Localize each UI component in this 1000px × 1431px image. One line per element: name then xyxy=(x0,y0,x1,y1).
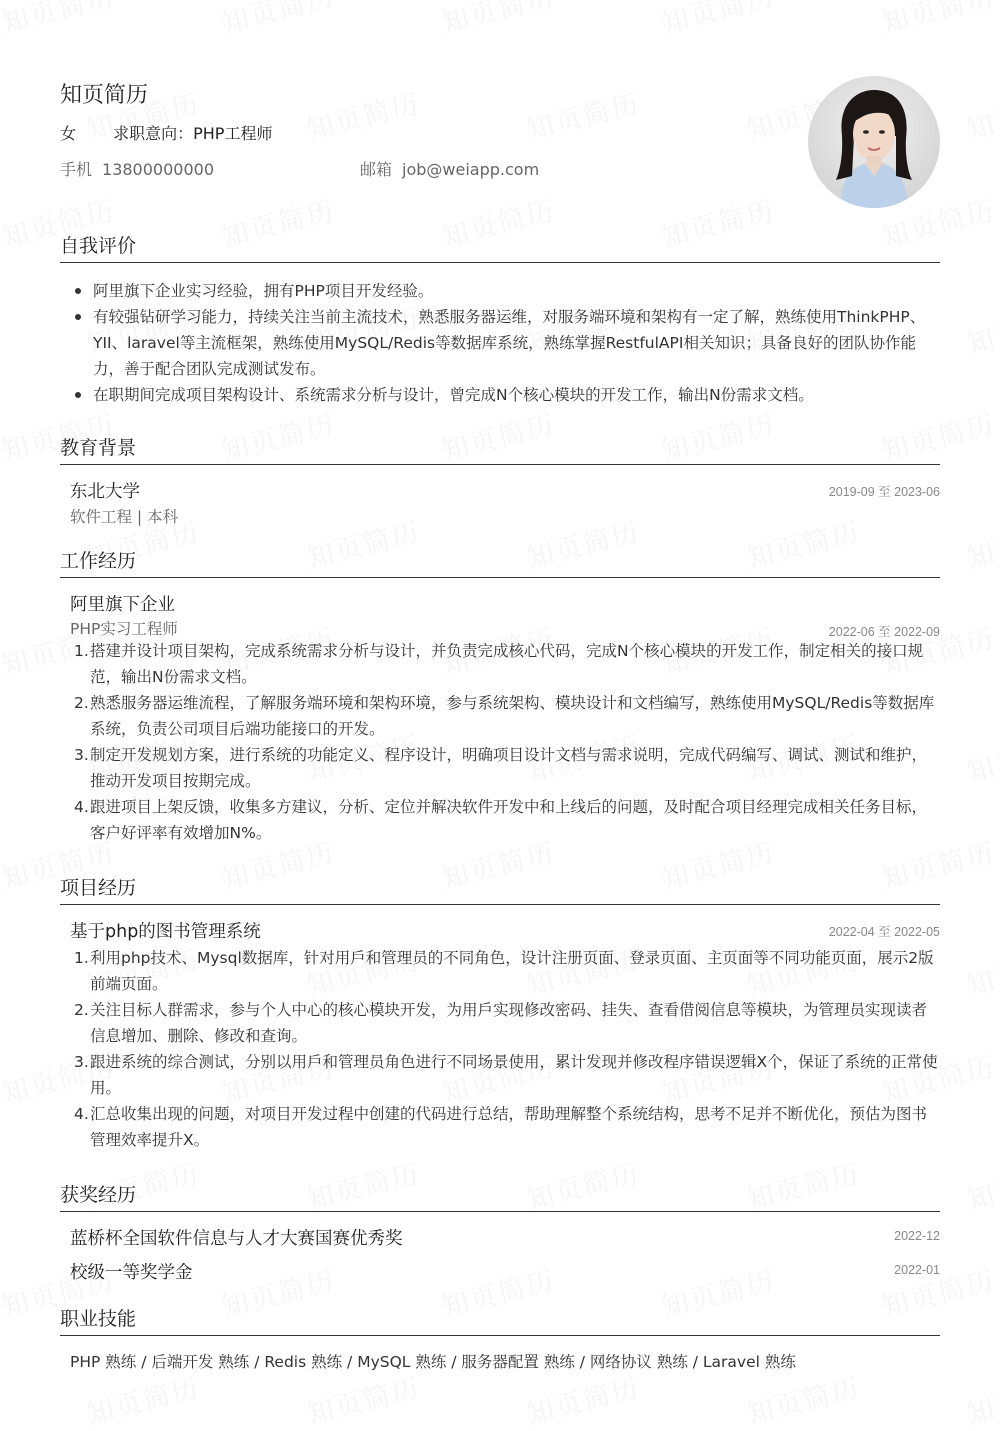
section-title: 获奖经历 xyxy=(60,1183,940,1212)
skills-section xyxy=(60,1307,940,1336)
awards-section xyxy=(60,1183,940,1212)
skills-text: PHP 熟练 / 后端开发 熟练 / Redis 熟练 / MySQL 熟练 / 服务器配置 熟练 / 网络协议 熟练 / Laravel 熟练 xyxy=(70,1353,796,1371)
list-item: 阿里旗下企业实习经验，拥有PHP项目开发经验。 xyxy=(60,278,940,304)
list-item-text: 搭建并设计项目架构，完成系统需求分析与设计，并负责完成核心代码，完成N个核心模块的开发工作，制定相关的接口规范，输出N份需求文档。 xyxy=(90,642,924,686)
work-section xyxy=(60,549,940,578)
section-title: 工作经历 xyxy=(60,549,940,578)
list-item-text: 关注目标人群需求，参与个人中心的核心模块开发，为用戶实现修改密码、挂失、查看借阅信息等模块，为管理员实现读者信息增加、删除、修改和查询。 xyxy=(90,1001,928,1045)
award-date: 2022-01 xyxy=(894,1263,940,1277)
resume-name: 知页简历 xyxy=(60,83,149,108)
list-item-text: 制定开发规划方案，进行系统的功能定义、程序设计，明确项目设计文档与需求说明，完成代码编写、调试、测试和维护，推动开发项目按期完成。 xyxy=(90,746,928,790)
phone-row xyxy=(60,157,214,180)
email-label: 邮箱 xyxy=(360,160,393,179)
work-duty-list xyxy=(60,638,940,846)
company-name: 阿里旗下企业 xyxy=(70,595,175,615)
self-eval-section xyxy=(60,234,940,263)
list-item: 有较强钻研学习能力，持续关注当前主流技术，熟悉服务器运维，对服务端环境和架构有一定了解，熟练使用ThinkPHP、YII、laravel等主流框架，熟练使用MySQL/Redis等数据库系统，熟练掌握RestfulAPI相关知识；具备良好的团队协作能力，善于配合团队完成测试发布。 xyxy=(60,304,940,382)
avatar-photo xyxy=(808,76,940,208)
section-title: 职业技能 xyxy=(60,1307,940,1336)
award-date: 2022-12 xyxy=(894,1229,940,1243)
email-value: job@weiapp.com xyxy=(402,160,540,179)
section-title: 教育背景 xyxy=(60,436,940,465)
education-section xyxy=(60,436,940,465)
work-date: 2022-06 至 2022-09 xyxy=(828,625,940,639)
list-item: 4. 跟进项目上架反馈，收集多方建议，分析、定位并解决软件开发中和上线后的问题，及时配合项目经理完成相关任务目标，客户好评率有效增加N%。 xyxy=(74,798,928,842)
job-intent: 求职意向：PHP工程师 xyxy=(113,124,273,143)
list-item: 3. 跟进系统的综合测试，分别以用戶和管理员角色进行不同场景使用，累计发现并修改程序错误逻辑X个，保证了系统的正常使用。 xyxy=(74,1053,938,1097)
list-item: 3. 制定开发规划方案，进行系统的功能定义、程序设计，明确项目设计文档与需求说明，完成代码编写、调试、测试和维护，推动开发项目按期完成。 xyxy=(74,746,928,790)
award-name: 蓝桥杯全国软件信息与人才大赛国赛优秀奖 xyxy=(70,1229,403,1249)
list-item-text: 汇总收集出现的问题，对项目开发过程中创建的代码进行总结，帮助理解整个系统结构，思考不足并不断优化，预估为图书管理效率提升X。 xyxy=(90,1105,928,1149)
email-row xyxy=(360,157,539,180)
list-item-text: 熟悉服务器运维流程，了解服务端环境和架构环境，参与系统架构、模块设计和文档编写，熟练使用MySQL/Redis等数据库系统，负责公司项目后端功能接口的开发。 xyxy=(90,694,935,738)
phone-label: 手机 xyxy=(60,160,93,179)
award-name: 校级一等奖学金 xyxy=(70,1263,193,1283)
project-date: 2022-04 至 2022-05 xyxy=(828,925,940,939)
avatar xyxy=(808,76,940,208)
list-item-text: 跟进系统的综合测试，分别以用戶和管理员角色进行不同场景使用，累计发现并修改程序错误逻辑X个，保证了系统的正常使用。 xyxy=(90,1053,938,1097)
list-item: 1. 利用php技术、Mysql数据库，针对用戶和管理员的不同角色，设计注册页面、登录页面、主页面等不同功能页面，展示2版前端页面。 xyxy=(74,949,934,993)
list-item: 1. 搭建并设计项目架构，完成系统需求分析与设计，并负责完成核心代码，完成N个核心模块的开发工作，制定相关的接口规范，输出N份需求文档。 xyxy=(74,642,924,686)
list-item: 2. 熟悉服务器运维流程，了解服务端环境和架构环境，参与系统架构、模块设计和文档编写，熟练使用MySQL/Redis等数据库系统，负责公司项目后端功能接口的开发。 xyxy=(74,694,935,738)
school-name: 东北大学 xyxy=(70,482,140,502)
work-position: PHP实习工程师 xyxy=(70,620,178,638)
education-date: 2019-09 至 2023-06 xyxy=(828,485,940,499)
basic-info xyxy=(60,121,272,144)
list-item-text: 利用php技术、Mysql数据库，针对用戶和管理员的不同角色，设计注册页面、登录页面、主页面等不同功能页面，展示2版前端页面。 xyxy=(90,949,934,993)
section-title: 自我评价 xyxy=(60,234,940,263)
major-degree: 软件工程 | 本科 xyxy=(70,508,179,526)
project-duty-list xyxy=(60,945,940,1153)
section-title: 项目经历 xyxy=(60,876,940,905)
list-item-text: 跟进项目上架反馈，收集多方建议，分析、定位并解决软件开发中和上线后的问题，及时配合项目经理完成相关任务目标，客户好评率有效增加N%。 xyxy=(90,798,928,842)
project-name: 基于php的图书管理系统 xyxy=(70,922,261,942)
gender: 女 xyxy=(60,124,77,143)
self-eval-list xyxy=(60,278,940,408)
phone-value: 13800000000 xyxy=(102,160,214,179)
list-item: 4. 汇总收集出现的问题，对项目开发过程中创建的代码进行总结，帮助理解整个系统结构，思考不足并不断优化，预估为图书管理效率提升X。 xyxy=(74,1105,928,1149)
list-item: 2. 关注目标人群需求，参与个人中心的核心模块开发，为用戶实现修改密码、挂失、查看借阅信息等模块，为管理员实现读者信息增加、删除、修改和查询。 xyxy=(74,1001,928,1045)
list-item: 在职期间完成项目架构设计、系统需求分析与设计，曾完成N个核心模块的开发工作，输出N份需求文档。 xyxy=(60,382,940,408)
project-section xyxy=(60,876,940,905)
